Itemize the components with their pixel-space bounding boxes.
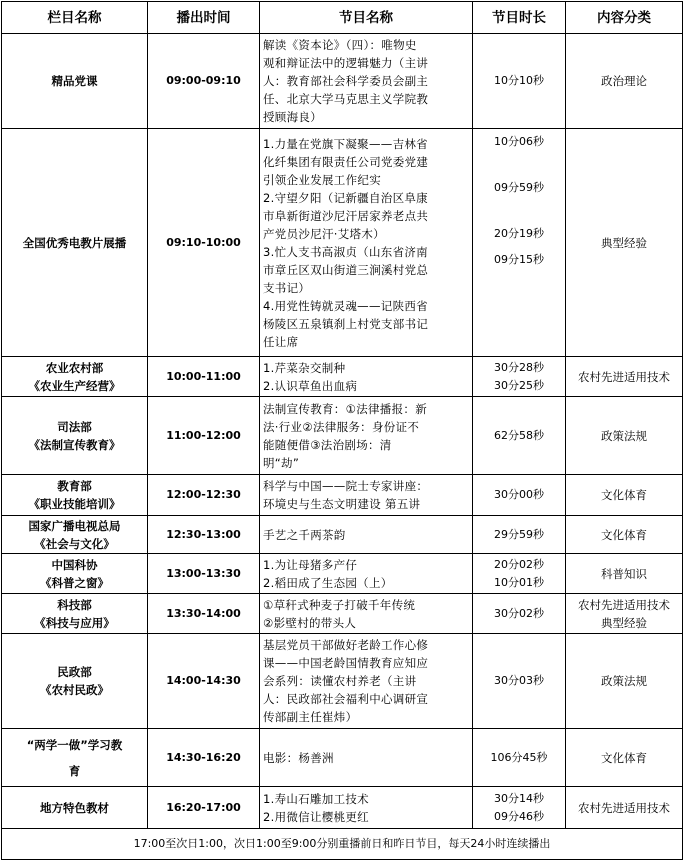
air-time-cell: 09:10-10:00 <box>148 129 260 357</box>
table-row <box>2 516 683 554</box>
category-cell: 典型经验 <box>566 129 683 357</box>
program-name-cell: 1.芹菜杂交制种 2.认识草鱼出血病 <box>260 357 473 397</box>
column-name-cell: 中国科协 《科普之窗》 <box>2 554 148 594</box>
rebroadcast-note: 17:00至次日1:00，次日1:00至9:00分别重播前日和昨日节目，每天24小时连续播出 <box>2 829 683 860</box>
program-name-cell: 手艺之千两茶韵 <box>260 516 473 554</box>
program-name-cell: 基层党员干部做好老龄工作心修 课——中国老龄国情教育应知应 会系列：读懂农村养老（主讲 人：民政部社会福利中心调研宣 传部副主任崔炜） <box>260 634 473 729</box>
duration-cell: 10分10秒 <box>473 34 566 129</box>
category-cell: 科普知识 <box>566 554 683 594</box>
header-category: 内容分类 <box>566 2 683 34</box>
column-name-cell: 精品党课 <box>2 34 148 129</box>
air-time-cell: 13:30-14:00 <box>148 594 260 634</box>
program-name-cell: 电影：杨善洲 <box>260 729 473 787</box>
table-row <box>2 594 683 634</box>
duration-cell: 20分02秒 10分01秒 <box>473 554 566 594</box>
duration-cell: 30分14秒 09分46秒 <box>473 787 566 829</box>
category-cell: 文化体育 <box>566 516 683 554</box>
table-row <box>2 729 683 787</box>
category-cell: 政策法规 <box>566 634 683 729</box>
program-name-cell: 1.为让母猪多产仔 2.稻田成了生态园（上） <box>260 554 473 594</box>
air-time-cell: 11:00-12:00 <box>148 397 260 475</box>
air-time-cell: 09:00-09:10 <box>148 34 260 129</box>
header-air-time: 播出时间 <box>148 2 260 34</box>
duration-cell: 30分03秒 <box>473 634 566 729</box>
column-name-cell: 教育部 《职业技能培训》 <box>2 475 148 516</box>
footer-row <box>2 829 683 860</box>
column-name-cell: 地方特色教材 <box>2 787 148 829</box>
duration-cell: 106分45秒 <box>473 729 566 787</box>
program-name-cell: 1.寿山石雕加工技术 2.用微信让樱桃更红 <box>260 787 473 829</box>
category-cell: 农村先进适用技术 典型经验 <box>566 594 683 634</box>
column-name-cell: 全国优秀电教片展播 <box>2 129 148 357</box>
category-cell: 农村先进适用技术 <box>566 357 683 397</box>
table-row <box>2 787 683 829</box>
category-cell: 政策法规 <box>566 397 683 475</box>
column-name-cell: 科技部 《科技与应用》 <box>2 594 148 634</box>
program-name-cell: 解读《资本论》（四）：唯物史 观和辩证法中的逻辑魅力（主讲 人：教育部社会科学委员会副主 任、北京大学马克思主义学院教 授顾海良） <box>260 34 473 129</box>
duration-cell: 30分02秒 <box>473 594 566 634</box>
table-row <box>2 357 683 397</box>
column-name-cell: 国家广播电视总局 《社会与文化》 <box>2 516 148 554</box>
program-name-cell: 科学与中国——院士专家讲座： 环境史与生态文明建设 第五讲 <box>260 475 473 516</box>
duration-cell: 10分06秒 09分59秒 20分19秒 09分15秒 <box>473 129 566 357</box>
table-row <box>2 129 683 357</box>
column-name-cell: 农业农村部 《农业生产经营》 <box>2 357 148 397</box>
header-program-name: 节目名称 <box>260 2 473 34</box>
air-time-cell: 12:30-13:00 <box>148 516 260 554</box>
header-row <box>2 2 683 34</box>
program-schedule-table <box>1 1 683 860</box>
header-duration: 节目时长 <box>473 2 566 34</box>
header-column-name: 栏目名称 <box>2 2 148 34</box>
category-cell: 文化体育 <box>566 729 683 787</box>
air-time-cell: 12:00-12:30 <box>148 475 260 516</box>
column-name-cell: 司法部 《法制宣传教育》 <box>2 397 148 475</box>
category-cell: 政治理论 <box>566 34 683 129</box>
air-time-cell: 13:00-13:30 <box>148 554 260 594</box>
table-row <box>2 34 683 129</box>
table-row <box>2 475 683 516</box>
air-time-cell: 10:00-11:00 <box>148 357 260 397</box>
table-row <box>2 554 683 594</box>
duration-cell: 30分00秒 <box>473 475 566 516</box>
program-name-cell: 法制宣传教育：①法律播报：新 法·行业②法律服务：身份证不 能随便借③法治剧场：清 明“劫” <box>260 397 473 475</box>
duration-cell: 29分59秒 <box>473 516 566 554</box>
program-name-cell: 1.力量在党旗下凝聚——吉林省 化纤集团有限责任公司党委党建 引领企业发展工作纪实 2.守望夕阳（记新疆自治区阜康 市阜新街道沙尼汗居家养老点共 产党员沙尼汗·艾塔木） 3.忙人支书高淑贞（山东省济南 市章丘区双山街道三涧溪村党总 支书记） 4.用党性铸就灵魂——记陕西省 杨陵区五泉镇刹上村党支部书记 任让席 <box>260 129 473 357</box>
category-cell: 文化体育 <box>566 475 683 516</box>
category-cell: 农村先进适用技术 <box>566 787 683 829</box>
air-time-cell: 16:20-17:00 <box>148 787 260 829</box>
column-name-cell: “两学一做”学习教 育 <box>2 729 148 787</box>
program-name-cell: ①草秆式种麦子打破千年传统 ②影壁村的带头人 <box>260 594 473 634</box>
air-time-cell: 14:00-14:30 <box>148 634 260 729</box>
duration-cell: 30分28秒 30分25秒 <box>473 357 566 397</box>
table-row <box>2 634 683 729</box>
air-time-cell: 14:30-16:20 <box>148 729 260 787</box>
table-row <box>2 397 683 475</box>
column-name-cell: 民政部 《农村民政》 <box>2 634 148 729</box>
duration-cell: 62分58秒 <box>473 397 566 475</box>
